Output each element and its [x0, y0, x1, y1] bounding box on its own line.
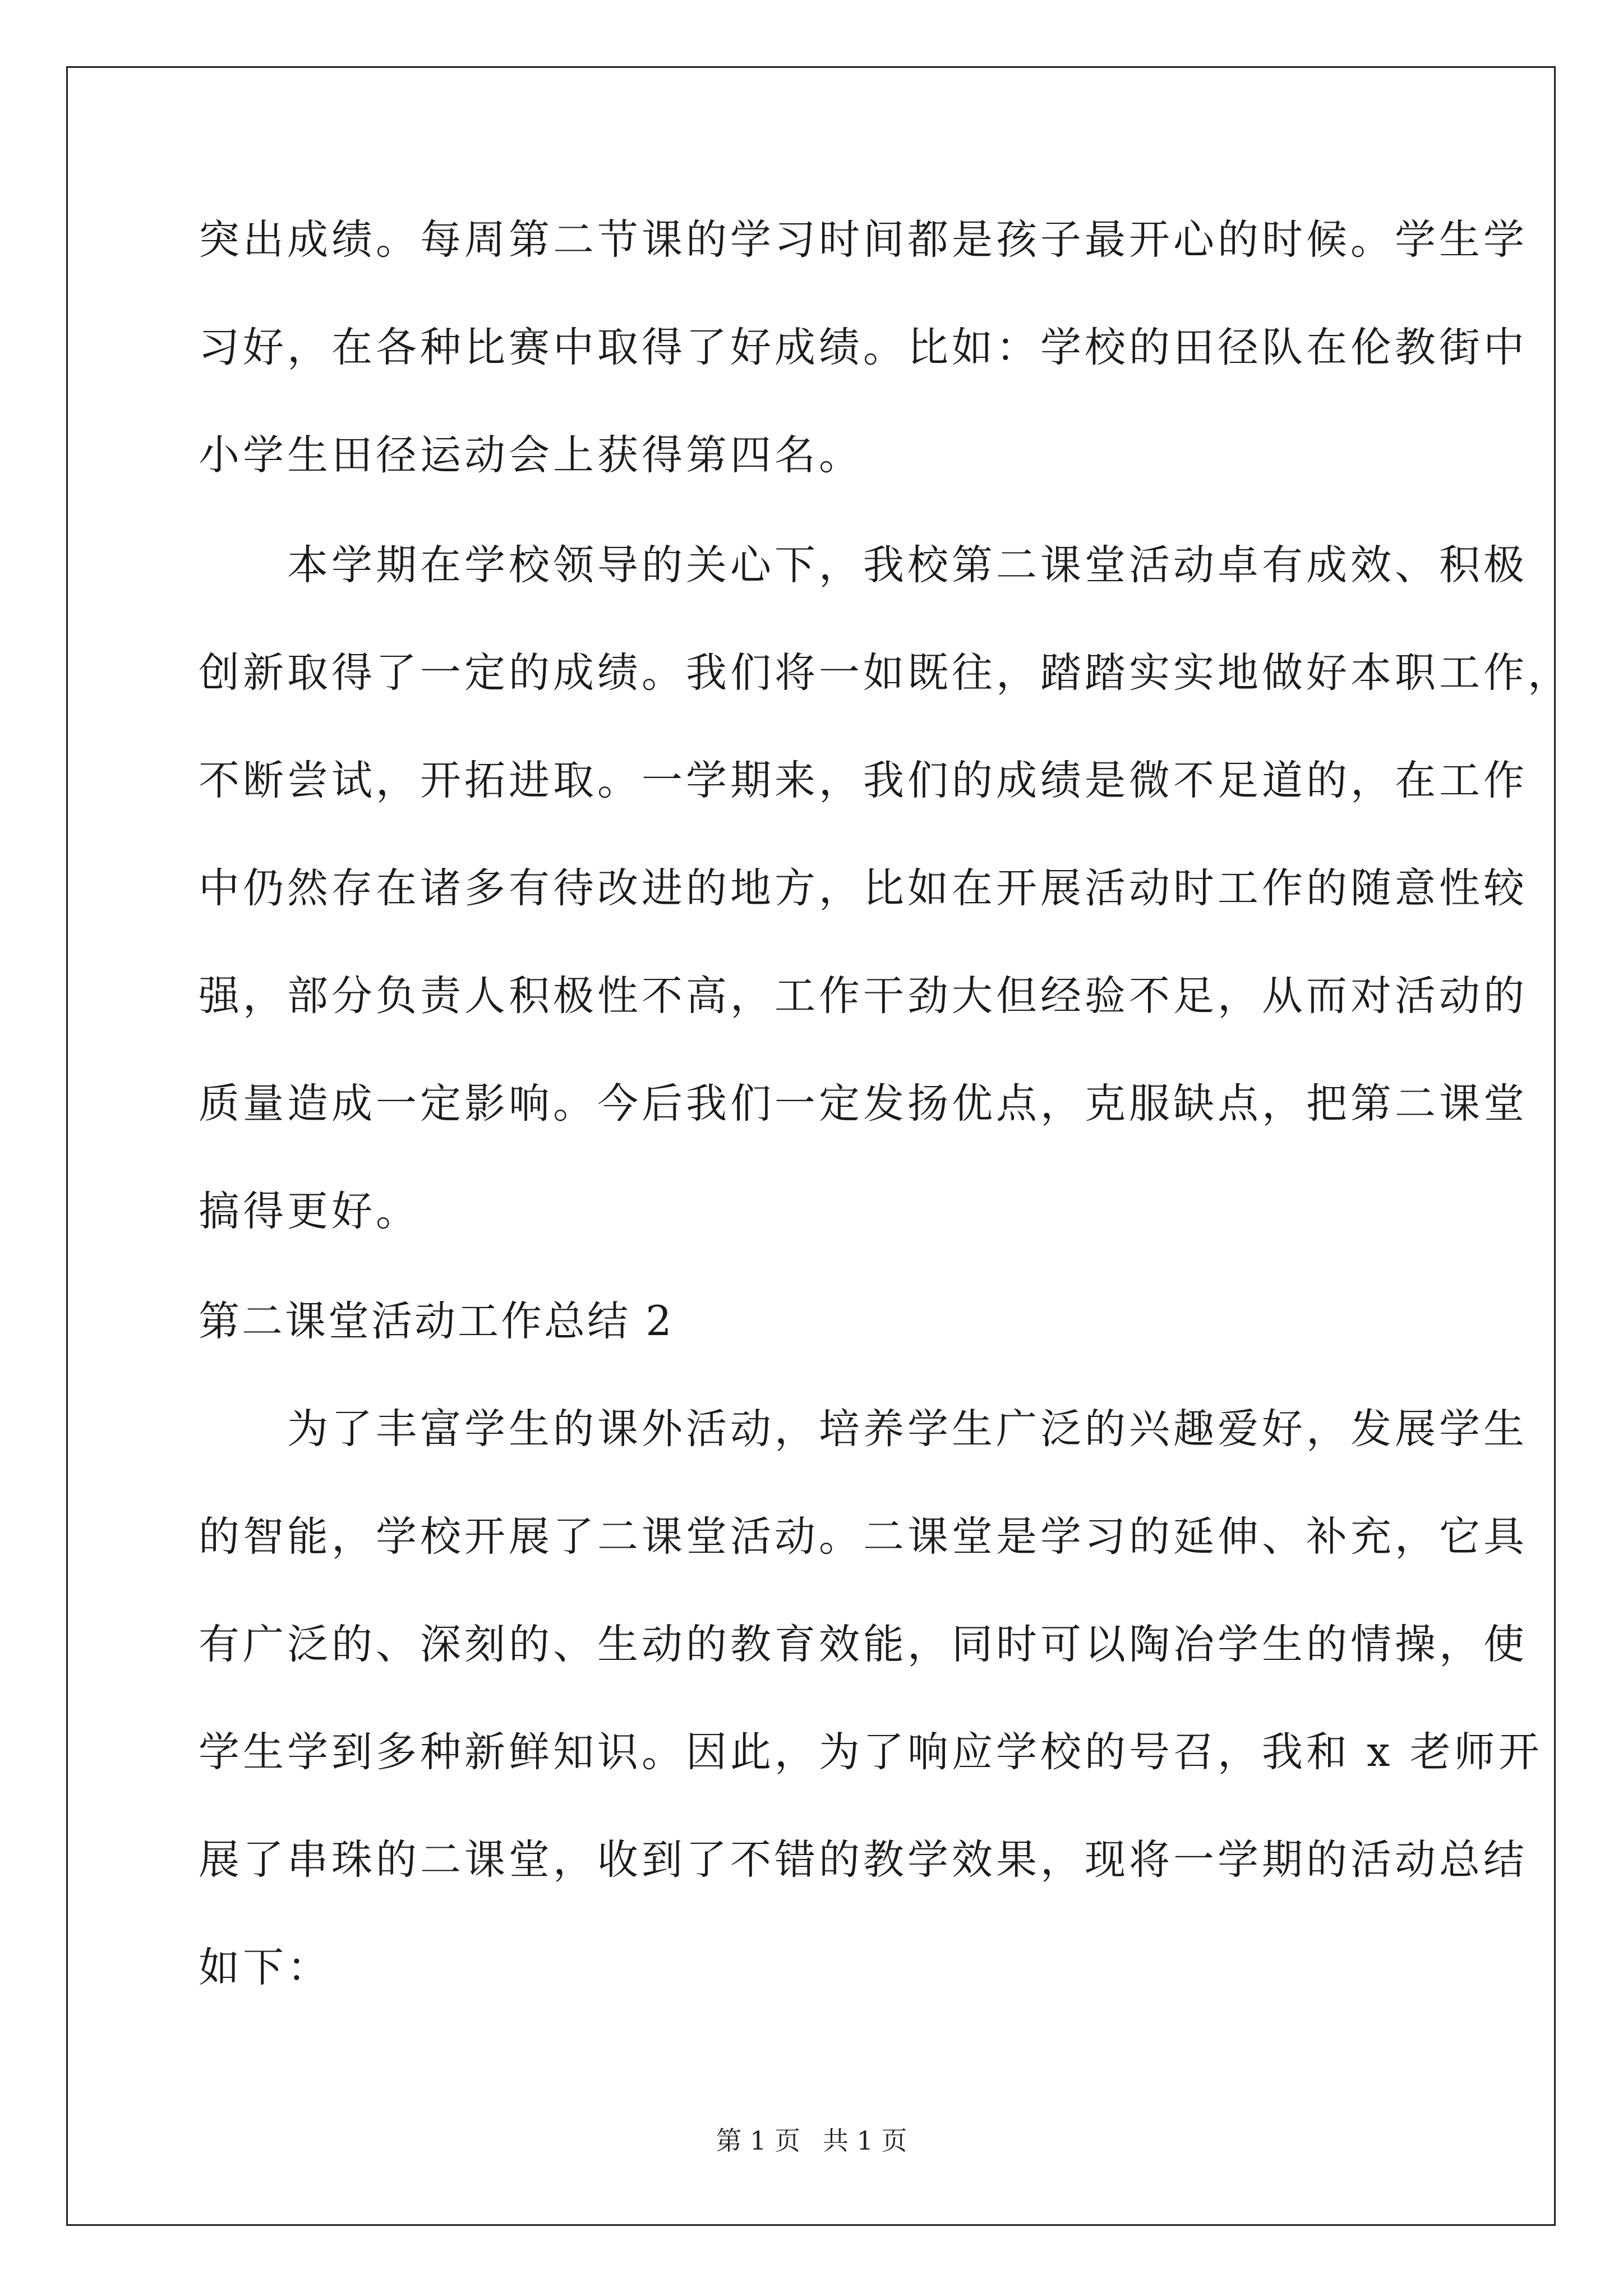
text-line: 创新取得了一定的成绩。我们将一如既往，踏踏实实地做好本职工作，: [199, 649, 1572, 697]
text-line: 不断尝试，开拓进取。一学期来，我们的成绩是微不足道的，在工作: [199, 757, 1528, 804]
text-line: 搞得更好。: [199, 1188, 420, 1235]
text-line: 如下：: [199, 1944, 331, 1991]
text-line: 学生学到多种新鲜知识。因此，为了响应学校的号召，我和 x 老师开: [199, 1728, 1543, 1776]
text-line: 小学生田径运动会上获得第四名。: [199, 431, 863, 479]
text-line: 突出成绩。每周第二节课的学习时间都是孩子最开心的时候。学生学: [199, 216, 1528, 264]
text-line: 质量造成一定影响。今后我们一定发扬优点，克服缺点，把第二课堂: [199, 1080, 1528, 1128]
text-line: 有广泛的、深刻的、生动的教育效能，同时可以陶冶学生的情操，使: [199, 1621, 1528, 1668]
text-line: 展了串珠的二课堂，收到了不错的教学效果，现将一学期的活动总结: [199, 1836, 1528, 1884]
page-total: 共 1 页: [823, 2125, 907, 2156]
text-line: 为了丰富学生的课外活动，培养学生广泛的兴趣爱好，发展学生: [199, 1405, 1528, 1453]
text-line: 习好，在各种比赛中取得了好成绩。比如：学校的田径队在伦教街中: [199, 324, 1528, 371]
page-border: [66, 66, 1556, 2226]
page-footer: [0, 2124, 1623, 2157]
section-heading: 第二课堂活动工作总结 2: [199, 1297, 674, 1345]
page-number: 第 1 页: [716, 2125, 800, 2156]
text-line: 本学期在学校领导的关心下，我校第二课堂活动卓有成效、积极: [199, 541, 1528, 589]
text-line: 强，部分负责人积极性不高，工作干劲大但经验不足，从而对活动的: [199, 972, 1528, 1020]
text-line: 中仍然存在诸多有待改进的地方，比如在开展活动时工作的随意性较: [199, 864, 1528, 912]
text-line: 的智能，学校开展了二课堂活动。二课堂是学习的延伸、补充，它具: [199, 1513, 1528, 1561]
